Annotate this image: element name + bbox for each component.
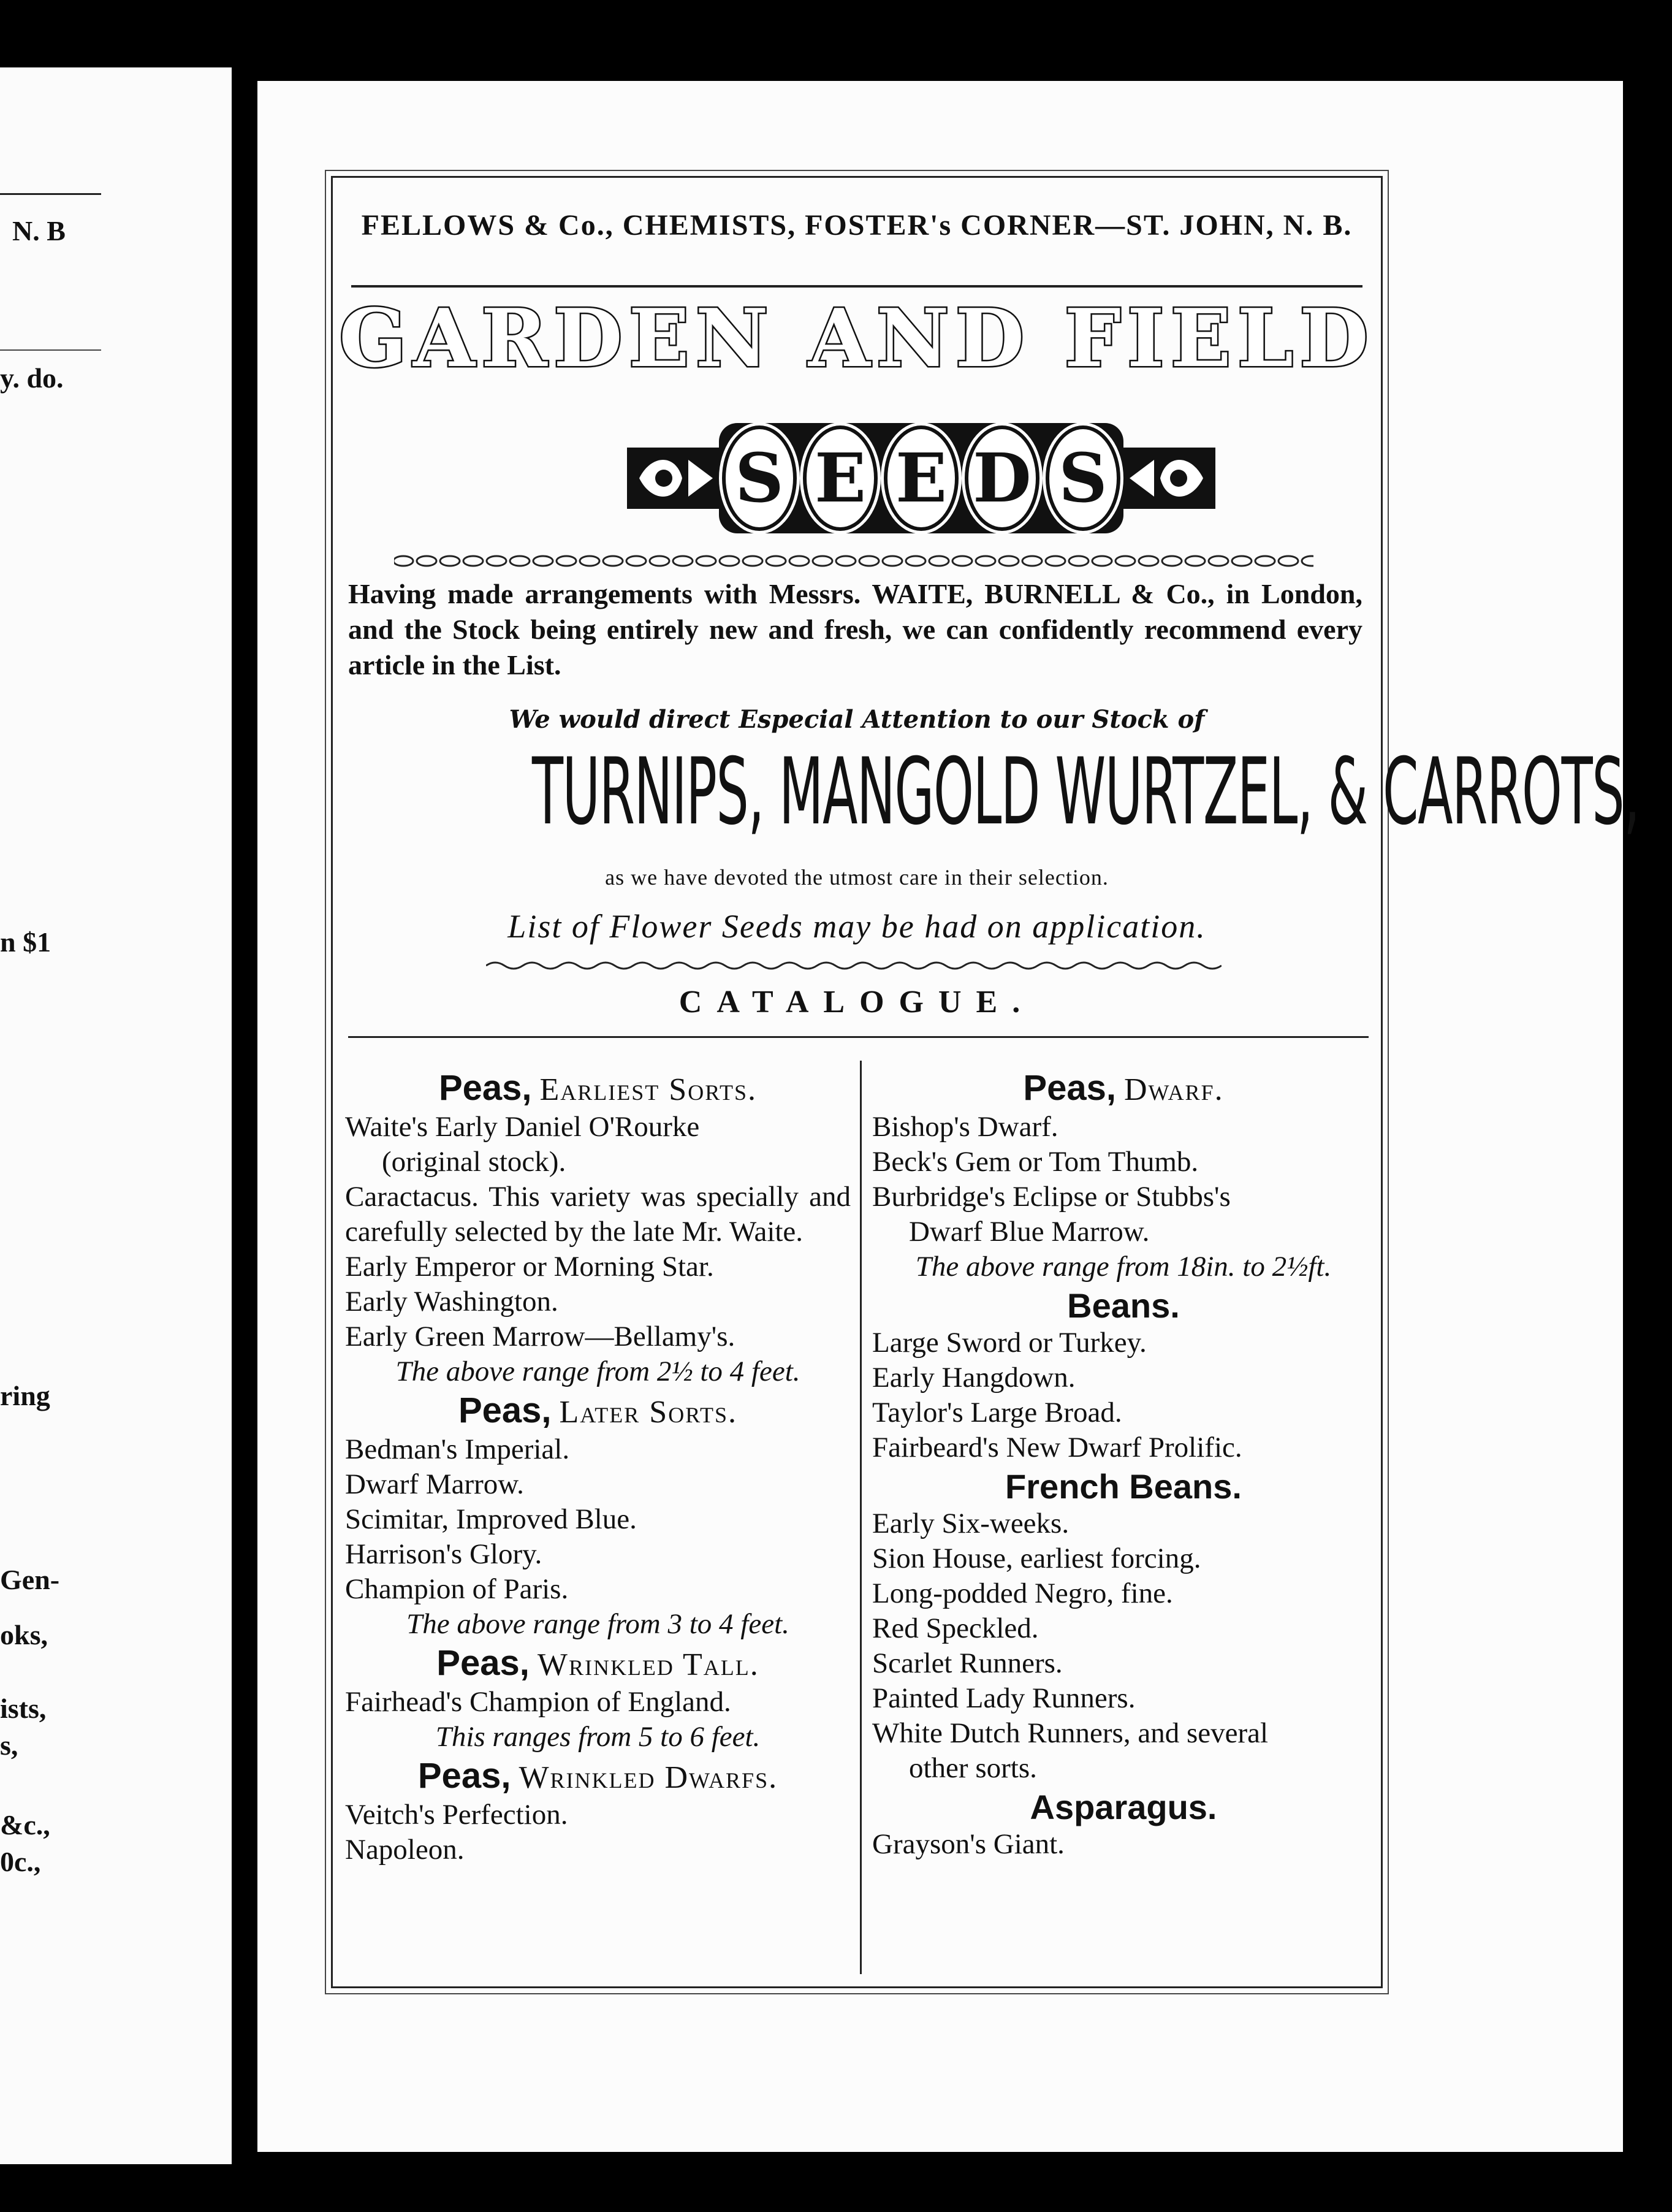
list-item: Champion of Paris. (345, 1573, 569, 1605)
section-heading-sub: Dwarf. (1124, 1072, 1224, 1107)
left-fragment-text: n $1 (0, 926, 51, 958)
catalogue-right-column (872, 1067, 1375, 1862)
list-item: Bishop's Dwarf. (872, 1111, 1058, 1143)
list-item: Large Sword or Turkey. (872, 1327, 1147, 1359)
flower-seeds-line: List of Flower Seeds may be had on application. (507, 908, 1206, 945)
section-heading-main: Peas, (417, 1756, 511, 1796)
seeds-letters (719, 423, 1123, 533)
list-item: other sorts. (909, 1752, 1037, 1784)
devoted-line: as we have devoted the utmost care in their selection. (605, 865, 1109, 890)
ornament-right-icon (1123, 441, 1215, 515)
list-item: Fairhead's Champion of England. (345, 1686, 731, 1718)
list-item: Painted Lady Runners. (872, 1682, 1136, 1714)
list-item: Early Washington. (345, 1286, 558, 1318)
section-heading-later (345, 1390, 851, 1430)
seeds-letter: D (965, 425, 1039, 531)
range-note: The above range from 2½ to 4 feet. (395, 1356, 800, 1387)
left-fragment-text: oks, (0, 1619, 48, 1650)
column-divider (860, 1061, 862, 1974)
list-item: Burbridge's Eclipse or Stubbs's (872, 1181, 1231, 1213)
range-note: The above range from 18in. to 2½ft. (915, 1251, 1332, 1283)
left-fragment-text: s, (0, 1730, 18, 1761)
section-heading-asparagus: Asparagus. (1030, 1788, 1217, 1826)
catalogue-left-column (345, 1067, 851, 1867)
left-fragment-text: ists, (0, 1693, 47, 1724)
seeds-banner (627, 417, 1215, 540)
list-item: Early Green Marrow—Bellamy's. (345, 1321, 735, 1352)
list-item: Grayson's Giant. (872, 1828, 1065, 1860)
list-item: Dwarf Blue Marrow. (909, 1216, 1150, 1248)
seeds-letter: E (884, 425, 959, 531)
left-fragment-text: Gen- (0, 1564, 60, 1595)
list-item: Sion House, earliest forcing. (872, 1543, 1201, 1574)
advertisement-frame (331, 176, 1640, 1988)
attention-line: We would direct Especial Attention to our Stock of (509, 705, 1205, 734)
chain-divider-icon (394, 552, 1313, 570)
list-item: Scarlet Runners. (872, 1647, 1063, 1679)
list-item: Early Six-weeks. (872, 1508, 1070, 1539)
page-title: GARDEN AND FIELD (339, 291, 1375, 385)
section-heading-earliest (345, 1070, 851, 1107)
section-heading-main: Peas, (436, 1643, 530, 1683)
list-item: Veitch's Perfection. (345, 1799, 568, 1831)
list-item: Dwarf Marrow. (345, 1468, 524, 1500)
list-item: Bedman's Imperial. (345, 1433, 570, 1465)
list-item: Taylor's Large Broad. (872, 1397, 1122, 1428)
advertisement-page (257, 81, 1640, 2152)
seeds-letter: E (803, 425, 878, 531)
left-page-rule (0, 349, 101, 351)
list-item: Early Hangdown. (872, 1362, 1076, 1394)
section-heading-main: Peas, (438, 1068, 532, 1108)
featured-products: TURNIPS, MANGOLD WURTZEL, & CARROTS, (531, 739, 1640, 845)
left-fragment-text: ring (0, 1380, 50, 1411)
list-item: Beck's Gem or Tom Thumb. (872, 1146, 1199, 1178)
left-fragment-text: y. do. (0, 362, 64, 394)
range-note: The above range from 3 to 4 feet. (406, 1608, 789, 1640)
left-fragment-text: 0c., (0, 1846, 41, 1877)
list-item: Fairbeard's New Dwarf Prolific. (872, 1432, 1242, 1463)
section-heading-main: Peas, (458, 1390, 552, 1430)
list-item: (original stock). (382, 1146, 566, 1178)
seeds-letter: S (1046, 425, 1120, 531)
section-heading-sub: Earliest Sorts. (539, 1072, 758, 1107)
section-heading-beans: Beans. (1067, 1286, 1180, 1325)
left-page-fragment (0, 67, 232, 2164)
intro-paragraph: Having made arrangements with Messrs. WAITE, BURNELL & Co., in London, and the Stock being entirely new and fresh, we can confidently recommend every article in the List. (348, 578, 1362, 681)
section-heading-main: Peas, (1023, 1068, 1116, 1108)
section-heading-french-beans: French Beans. (1005, 1467, 1242, 1506)
section-heading-wrinkled-dwarfs (345, 1758, 851, 1795)
list-item: Napoleon. (345, 1834, 465, 1866)
section-heading-dwarf (872, 1070, 1375, 1107)
list-item: Early Emperor or Morning Star. (345, 1251, 714, 1283)
left-fragment-text: &c., (0, 1809, 50, 1840)
header-rule (351, 285, 1362, 288)
list-item: Waite's Early Daniel O'Rourke (345, 1111, 700, 1143)
list-item: White Dutch Runners, and several (872, 1717, 1269, 1749)
ornament-left-icon (627, 441, 719, 515)
wave-divider-icon (486, 959, 1222, 972)
seeds-letter: S (722, 425, 797, 531)
left-fragment-text: N. B (12, 215, 66, 246)
section-heading-sub: Wrinkled Tall. (537, 1647, 759, 1682)
list-item: Caractacus. This variety was specially and carefully selected by the late Mr. Waite. (345, 1181, 851, 1248)
section-heading-wrinkled-tall (345, 1643, 851, 1683)
section-heading-sub: Later Sorts. (559, 1395, 738, 1430)
catalogue-heading: CATALOGUE. (678, 985, 1035, 1020)
list-item: Red Speckled. (872, 1612, 1039, 1644)
list-item: Long-podded Negro, fine. (872, 1577, 1173, 1609)
list-item: Scimitar, Improved Blue. (345, 1503, 637, 1535)
page-header: FELLOWS & Co., CHEMISTS, FOSTER's CORNER—ST. JOHN, N. B. (361, 209, 1353, 242)
range-note: This ranges from 5 to 6 feet. (435, 1721, 761, 1753)
left-page-rule (0, 193, 101, 195)
list-item: Harrison's Glory. (345, 1538, 542, 1570)
catalogue-rule (348, 1036, 1369, 1038)
section-heading-sub: Wrinkled Dwarfs. (519, 1760, 778, 1795)
